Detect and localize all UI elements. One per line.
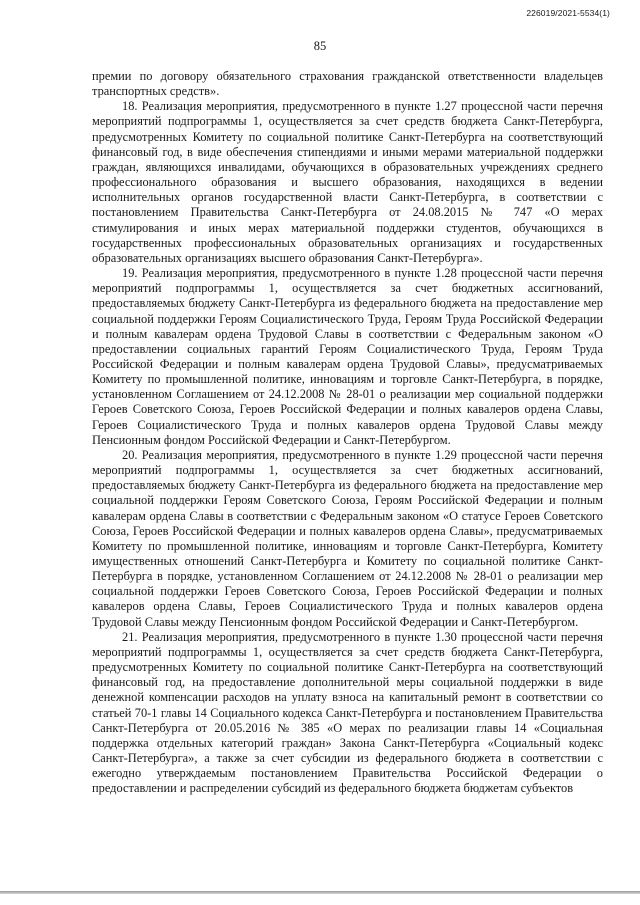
paragraph-18: 18. Реализация мероприятия, предусмотренного в пункте 1.27 процессной части перечня мероприятий подпрограммы 1, осуществляется за счет средств бюджета Санкт-Петербурга, предусмотренных Комитету по социальной политике Санкт-Петербурга на соответствующий финансовый год, в виде обеспечения стипендиями и иными мерами материальной поддержки граждан, являющихся инвалидами, обучающихся в образовательных учреждениях среднего профессионального образования и высшего образования, находящихся в ведении исполнительных органов государственной власти Санкт-Петербурга, в соответствии с постановлением Правительства Санкт-Петербурга от 24.08.2015 № 747 «О мерах стимулирования и иных мерах материальной поддержки студентов, обучающихся в государственных профессиональных образовательных организациях и государственных образовательных организациях высшего образования Санкт-Петербурга».	[92, 99, 603, 265]
document-registration-number: 226019/2021-5534(1)	[526, 8, 610, 18]
page-number: 85	[313, 39, 327, 53]
document-body	[92, 69, 603, 797]
page-bottom-edge	[0, 891, 640, 894]
paragraph-20: 20. Реализация мероприятия, предусмотренного в пункте 1.29 процессной части перечня мероприятий подпрограммы 1, осуществляется за счет бюджетных ассигнований, предоставляемых бюджету Санкт-Петербурга из федерального бюджета на предоставление мер социальной поддержки Героям Советского Союза, Героям Российской Федерации и полным кавалерам ордена Славы в соответствии с Федеральным законом «О статусе Героев Советского Союза, Героев Российской Федерации и полных кавалеров ордена Славы», предусматриваемых Комитету по промышленной политике, инновациям и торговле Санкт-Петербурга, Комитету имущественных отношений Санкт-Петербурга и Комитету по социальной политике Санкт-Петербурга в порядке, установленном Соглашением от 24.12.2008 № 28-01 о реализации мер социальной поддержки Героев Советского Союза, Героев Российской Федерации и полных кавалеров ордена Славы, Героев Социалистического Труда и полных кавалеров ордена Трудовой Славы между Пенсионным фондом Российской Федерации и Санкт-Петербургом.	[92, 447, 603, 629]
paragraph-continuation: премии по договору обязательного страхования гражданской ответственности владельцев транспортных средств».	[92, 69, 603, 99]
paragraph-21: 21. Реализация мероприятия, предусмотренного в пункте 1.30 процессной части перечня мероприятий подпрограммы 1, осуществляется за счет средств бюджета Санкт-Петербурга, предусмотренных Комитету по социальной политике Санкт-Петербурга на соответствующий финансовый год, на предоставление дополнительной меры социальной поддержки в виде денежной компенсации расходов на уплату взноса на капитальный ремонт в соответствии со статьей 70-1 главы 14 Социального кодекса Санкт-Петербурга и постановлением Правительства Санкт-Петербурга от 20.05.2016 № 385 «О мерах по реализации главы 14 «Социальная поддержка отдельных категорий граждан» Закона Санкт-Петербурга «Социальный кодекс Санкт-Петербурга», а также за счет субсидии из федерального бюджета в соответствии с ежегодно утверждаемым постановлением Правительства Российской Федерации о предоставлении и распределении субсидий из федерального бюджета бюджетам субъектов	[92, 629, 603, 796]
paragraph-19: 19. Реализация мероприятия, предусмотренного в пункте 1.28 процессной части перечня мероприятий подпрограммы 1, осуществляется за счет бюджетных ассигнований, предоставляемых бюджету Санкт-Петербурга из федерального бюджета на предоставление мер социальной поддержки Героям Социалистического Труда, Героям Труда Российской Федерации и полным кавалерам ордена Трудовой Славы в соответствии с Федеральным законом «О предоставлении социальных гарантий Героям Социалистического Труда, Героям Труда Российской Федерации и полным кавалерам ордена Трудовой Славы», предусматриваемых Комитету по промышленной политике, инновациям и торговле Санкт-Петербурга, в порядке, установленном Соглашением от 24.12.2008 № 28-01 о реализации мер социальной поддержки Героев Советского Союза, Героев Российской Федерации и полных кавалеров ордена Славы, Героев Социалистического Труда и полных кавалеров ордена Трудовой Славы между Пенсионным фондом Российской Федерации и Санкт-Петербургом.	[92, 266, 603, 447]
